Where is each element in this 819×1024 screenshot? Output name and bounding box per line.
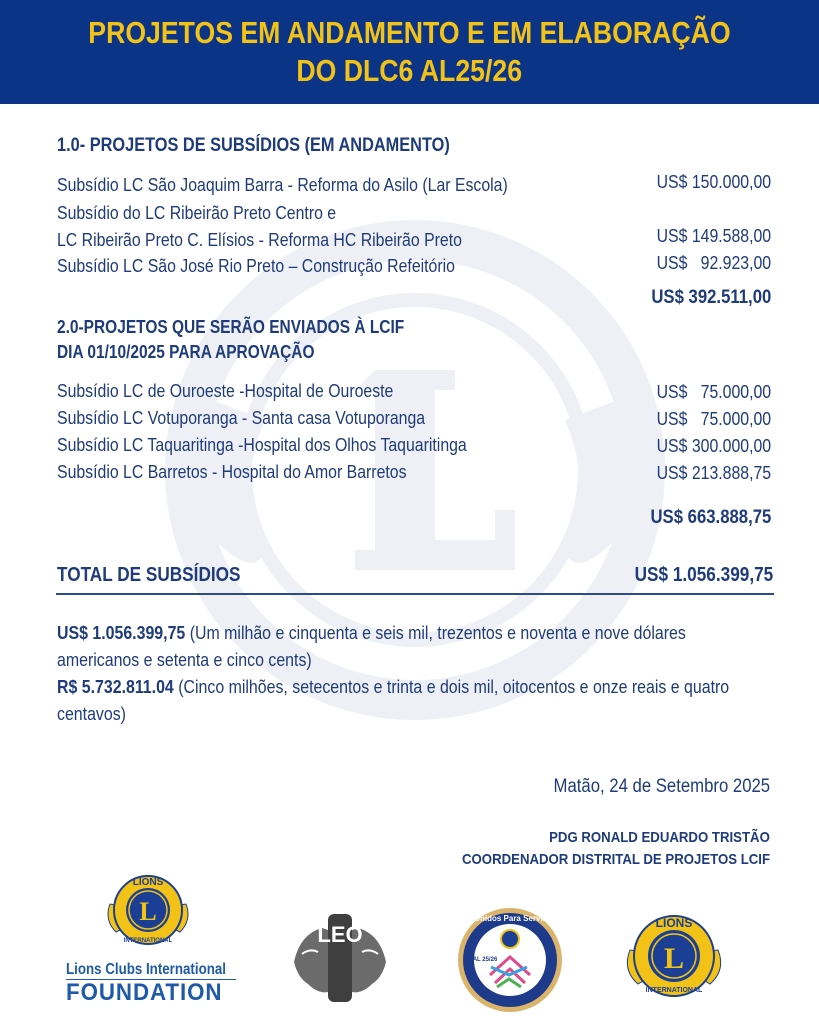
lcif-logo-line2: FOUNDATION xyxy=(66,979,223,1006)
brl-amount-in-words xyxy=(57,673,771,727)
lions-emblem-bottom-text: INTERNATIONAL xyxy=(123,938,173,944)
brl-amount-value: R$ 5.732.811.04 xyxy=(57,676,174,697)
section1-item-label: LC Ribeirão Preto C. Elísios - Reforma HC Ribeirão Preto xyxy=(57,230,462,250)
place-date: Matão, 24 de Setembro 2025 xyxy=(553,776,770,797)
usd-amount-in-words xyxy=(57,619,771,673)
section2-item-amount: US$ 300.000,00 xyxy=(656,436,771,456)
header-banner xyxy=(0,0,819,104)
lions-emblem-top-text: LIONS xyxy=(655,916,693,930)
lions-emblem-icon xyxy=(104,870,192,954)
section2-item-amount: US$ 213.888,75 xyxy=(656,463,771,483)
section1-item-amount: US$ 92.923,00 xyxy=(656,253,771,273)
district-seal-year: AL 25/26 xyxy=(472,957,498,963)
lions-emblem-letter: L xyxy=(139,897,157,926)
lions-international-emblem-icon xyxy=(622,910,726,1006)
page-title-line2: DO DLC6 AL25/26 xyxy=(296,53,523,88)
section2-item-label: Subsídio LC Votuporanga - Santa casa Votuporanga xyxy=(57,408,426,428)
total-label: TOTAL DE SUBSÍDIOS xyxy=(57,564,241,586)
signature-name: PDG RONALD EDUARDO TRISTÃO xyxy=(549,829,770,846)
section2-item-label: Subsídio LC Taquaritinga -Hospital dos Olhos Taquaritinga xyxy=(57,435,467,455)
section1-item-amount: US$ 149.588,00 xyxy=(656,226,771,246)
section2-item-amount: US$ 75.000,00 xyxy=(656,409,771,429)
lions-emblem-letter: L xyxy=(663,942,685,975)
section2-item-amount: US$ 75.000,00 xyxy=(656,382,771,402)
usd-amount-words: (Um milhão e cinquenta e seis mil, trezentos e noventa e nove dólares americanos e setenta e cinco cents) xyxy=(57,622,686,670)
signature-role: COORDENADOR DISTRITAL DE PROJETOS LCIF xyxy=(461,851,770,868)
leo-club-logo-icon xyxy=(292,910,388,1006)
district-seal-top-text: Unidos Para Servir xyxy=(474,914,546,923)
section1-item-amount: US$ 150.000,00 xyxy=(656,172,771,192)
section2-item-label: Subsídio LC Barretos - Hospital do Amor Barretos xyxy=(57,462,407,482)
usd-amount-value: US$ 1.056.399,75 xyxy=(57,622,186,643)
total-value: US$ 1.056.399,75 xyxy=(634,564,773,586)
lions-emblem-bottom-text: INTERNATIONAL xyxy=(645,987,703,994)
district-seal-icon xyxy=(455,905,565,1015)
section1-item-label: Subsídio LC São Joaquim Barra - Reforma do Asilo (Lar Escola) xyxy=(57,175,508,195)
section1-subtotal: US$ 392.511,00 xyxy=(651,287,771,308)
page-title-line1: PROJETOS EM ANDAMENTO E EM ELABORAÇÃO xyxy=(88,15,731,50)
section2-title-line2: DIA 01/10/2025 PARA APROVAÇÃO xyxy=(57,342,315,362)
section2-subtotal: US$ 663.888,75 xyxy=(650,507,771,528)
brl-amount-words: (Cinco milhões, setecentos e trinta e dois mil, oitocentos e onze reais e quatro centavos) xyxy=(57,676,730,724)
lions-emblem-top-text: LIONS xyxy=(132,877,164,888)
lcif-logo-line1: Lions Clubs International xyxy=(66,961,226,978)
section2-item-label: Subsídio LC de Ouroeste -Hospital de Ouroeste xyxy=(57,381,394,401)
section1-title: 1.0- PROJETOS DE SUBSÍDIOS (EM ANDAMENTO) xyxy=(57,135,450,156)
total-divider xyxy=(56,593,774,595)
leo-letter: LEO xyxy=(317,922,363,947)
section1-item-label: Subsídio LC São José Rio Preto – Construção Refeitório xyxy=(57,256,455,276)
section2-title-line1: 2.0-PROJETOS QUE SERÃO ENVIADOS À LCIF xyxy=(57,317,405,337)
section1-item-label: Subsídio do LC Ribeirão Preto Centro e xyxy=(57,203,337,223)
